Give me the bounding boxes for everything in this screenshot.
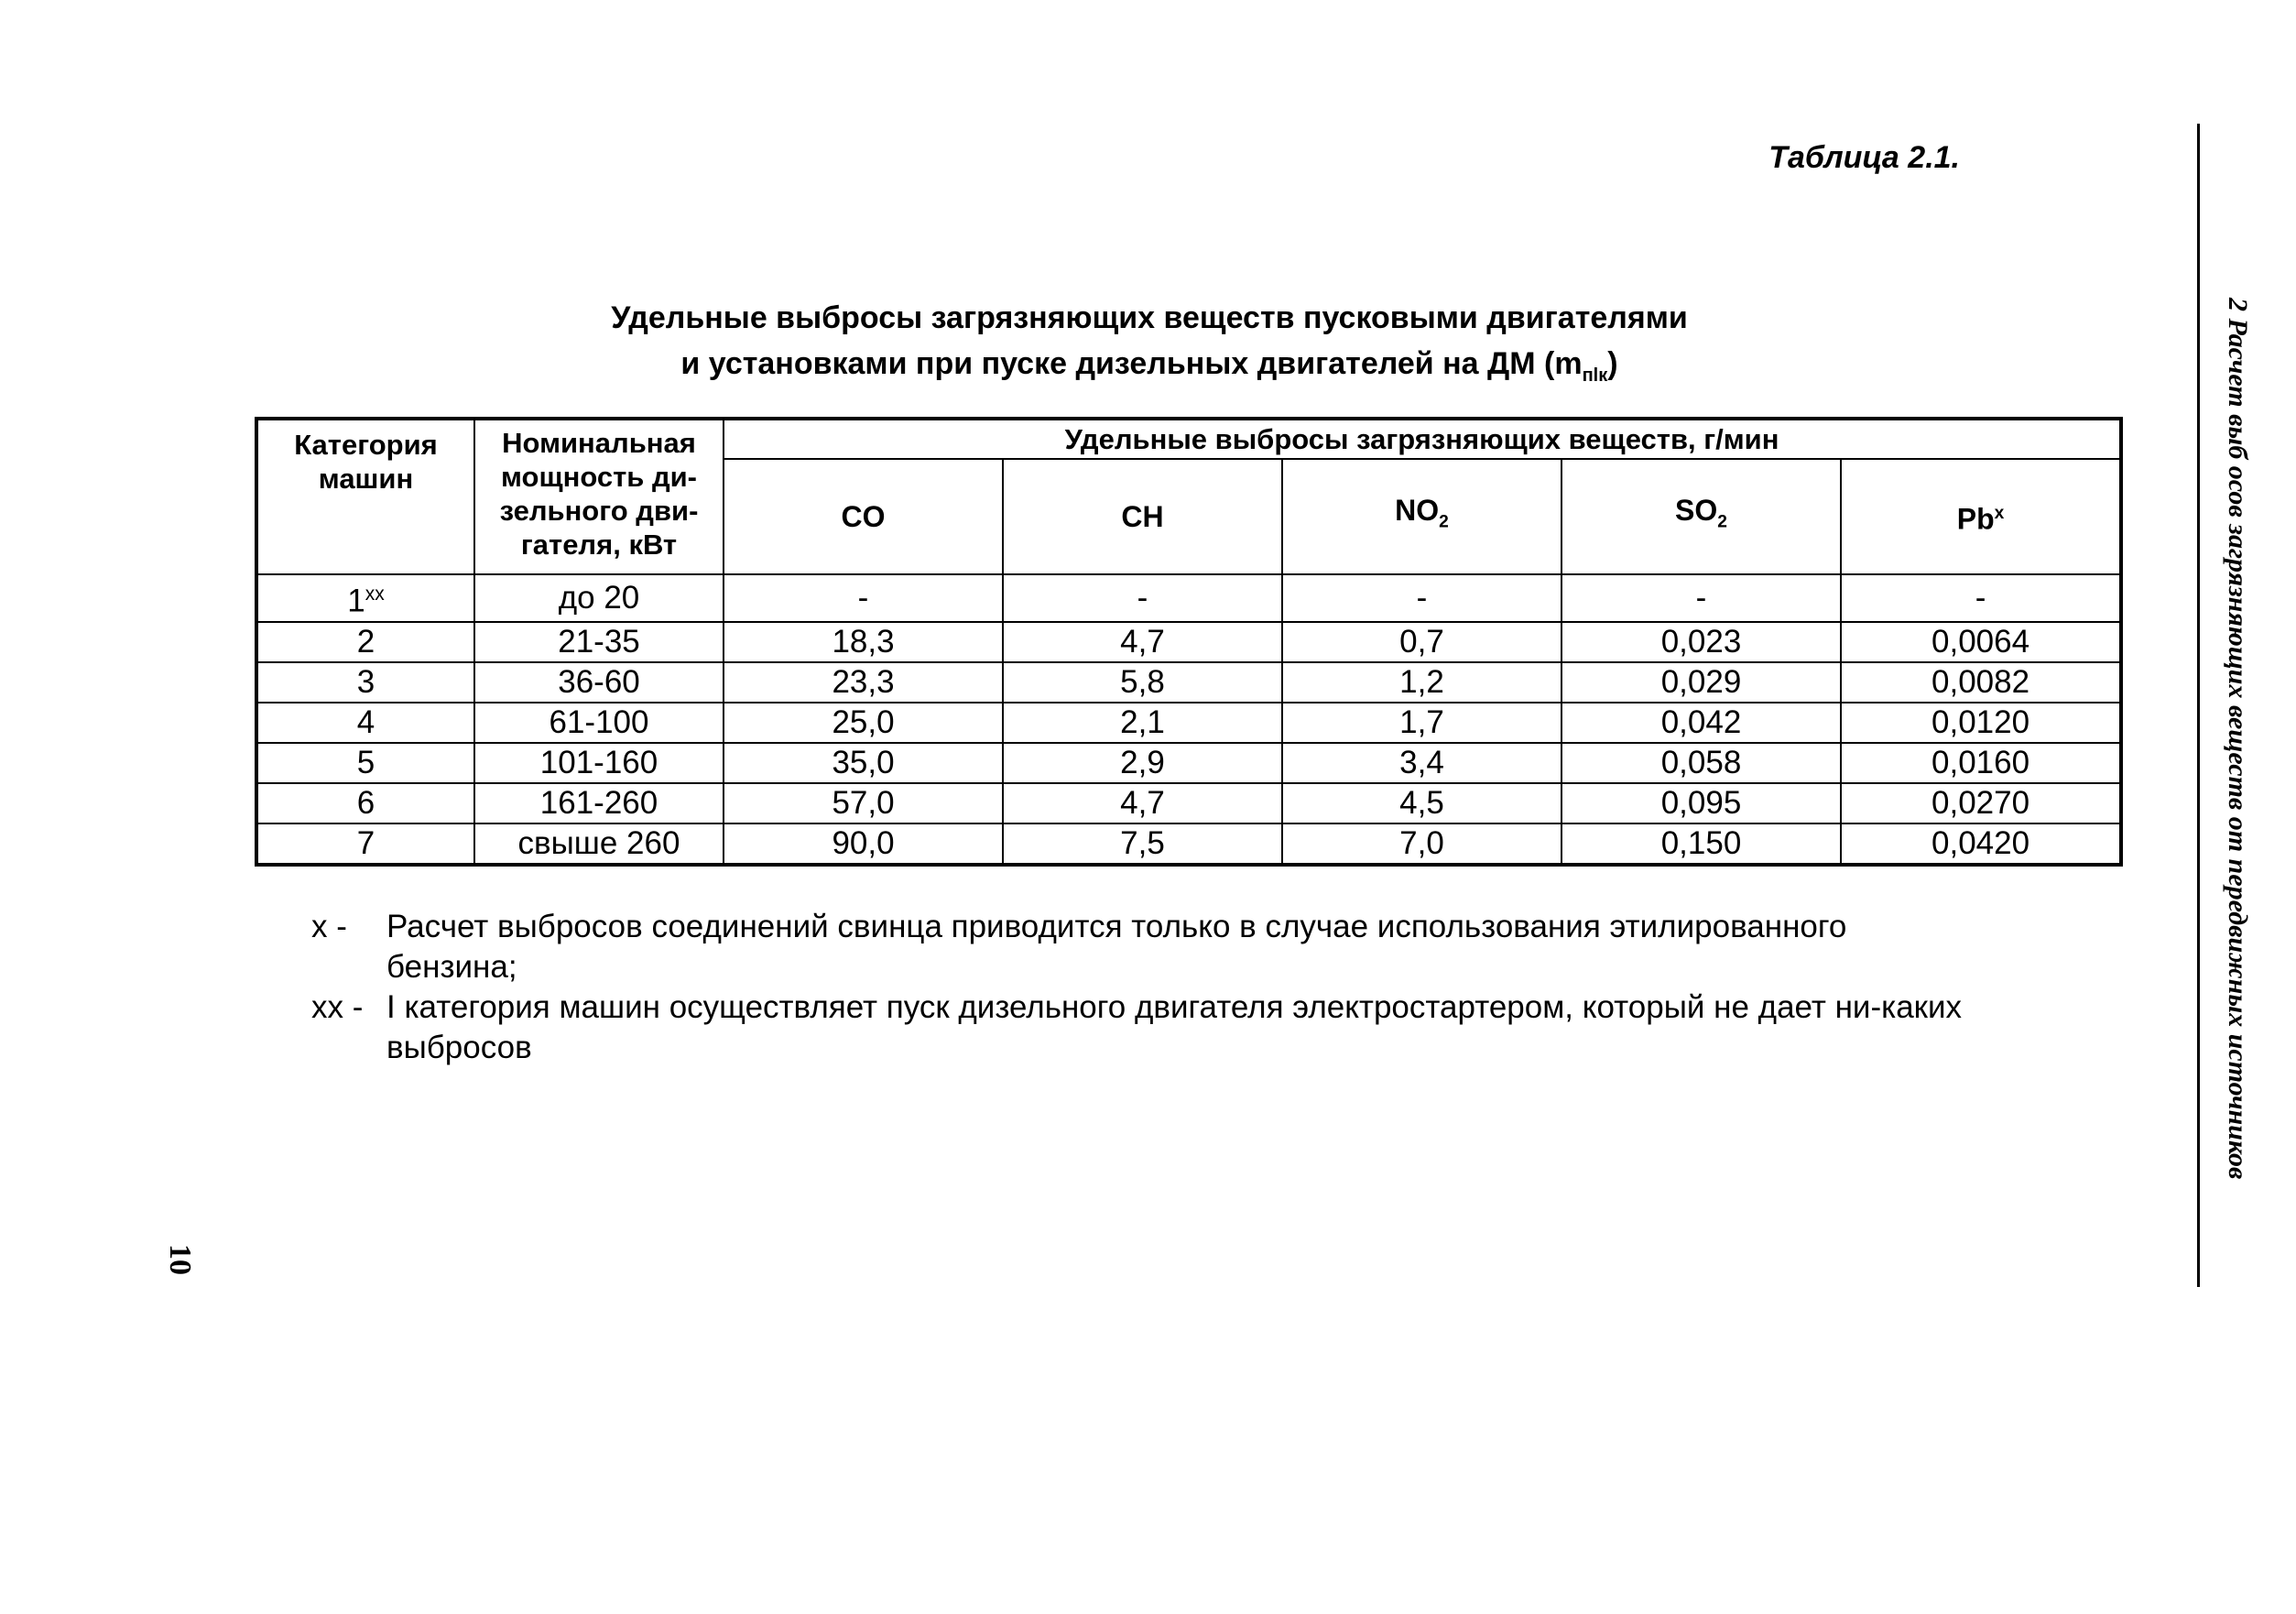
table-row [256,703,2121,743]
emissions-table [255,417,2123,867]
cell-power: свыше 260 [474,823,724,865]
cell-no2: 4,5 [1282,783,1561,823]
cell-pb: 0,0120 [1841,703,2121,743]
cell-category: 6 [256,783,474,823]
cell-ch: - [1003,574,1282,622]
category-value: 1 [347,583,365,619]
table-row [256,574,2121,622]
cell-no2: 1,7 [1282,703,1561,743]
cell-co: 18,3 [724,622,1003,662]
cell-ch: 5,8 [1003,662,1282,703]
table-title [256,295,2042,398]
cell-co: 35,0 [724,743,1003,783]
title-line-2-end: ) [1607,346,1618,381]
cell-power: 61-100 [474,703,724,743]
so2-base: SO [1675,494,1718,528]
cell-category: 4 [256,703,474,743]
cell-co: 57,0 [724,783,1003,823]
cell-pb: 0,0420 [1841,823,2121,865]
cell-co: - [724,574,1003,622]
header-emissions-group: Удельные выбросы загрязняющих веществ, г/мин [724,419,2121,459]
table-row [256,662,2121,703]
cell-pb: 0,0160 [1841,743,2121,783]
footnote-marker: x - [311,909,347,944]
cell-ch: 4,7 [1003,622,1282,662]
cell-pb: 0,0270 [1841,783,2121,823]
title-subscript: пlк [1582,365,1608,386]
cell-category: 2 [256,622,474,662]
cell-so2: 0,029 [1561,662,1841,703]
no2-base: NO [1395,494,1440,528]
header-so2 [1561,459,1841,574]
cell-pb: - [1841,574,2121,622]
no2-sub: 2 [1439,512,1449,532]
cell-power: 21-35 [474,622,724,662]
cell-no2: 0,7 [1282,622,1561,662]
footnote-text: I категория машин осуществляет пуск дизельного двигателя электростартером, который не дает ни-каких выбросов [386,989,1963,1065]
header-category: Категория машин [256,419,474,574]
title-line-2 [256,341,2042,398]
header-no2 [1282,459,1561,574]
cell-so2: 0,150 [1561,823,1841,865]
cell-co: 23,3 [724,662,1003,703]
footnote-marker: xx - [311,989,364,1025]
table-row [256,783,2121,823]
table-row [256,622,2121,662]
cell-so2: 0,023 [1561,622,1841,662]
cell-ch: 4,7 [1003,783,1282,823]
cell-so2: 0,058 [1561,743,1841,783]
cell-no2: - [1282,574,1561,622]
cell-co: 25,0 [724,703,1003,743]
pb-base: Pb [1956,502,1995,536]
cell-co: 90,0 [724,823,1003,865]
table-caption: Таблица 2.1. [1768,140,1960,175]
side-rule [2197,124,2200,1287]
cell-category: 3 [256,662,474,703]
cell-no2: 7,0 [1282,823,1561,865]
cell-so2: - [1561,574,1841,622]
footnote-xx [311,987,1978,1068]
cell-ch: 2,1 [1003,703,1282,743]
cell-power: до 20 [474,574,724,622]
footnotes [311,907,1978,1068]
cell-so2: 0,042 [1561,703,1841,743]
header-co: CO [724,459,1003,574]
page-number: 10 [163,1244,197,1275]
table-row [256,743,2121,783]
cell-ch: 2,9 [1003,743,1282,783]
header-power: Номинальная мощность ди-зельного дви-гателя, кВт [474,419,724,574]
cell-pb: 0,0082 [1841,662,2121,703]
footnote-text: Расчет выбросов соединений свинца приводится только в случае использования этилированного бензина; [386,909,1847,985]
cell-no2: 3,4 [1282,743,1561,783]
footnote-x [311,907,1978,987]
header-pb [1841,459,2121,574]
cell-no2: 1,2 [1282,662,1561,703]
cell-category: 7 [256,823,474,865]
cell-power: 161-260 [474,783,724,823]
running-header: 2 Расчет выб осов загрязняющих веществ от передвижных источников [2223,298,2253,1180]
cell-so2: 0,095 [1561,783,1841,823]
cell-power: 36-60 [474,662,724,703]
so2-sub: 2 [1717,512,1727,532]
pb-sup: x [1994,504,2005,524]
cell-category [256,574,474,622]
cell-power: 101-160 [474,743,724,783]
cell-ch: 7,5 [1003,823,1282,865]
header-ch: CH [1003,459,1282,574]
category-footnote-mark: xx [365,583,385,605]
title-line-2-text: и установками при пуске дизельных двигателей на ДМ (m [680,346,1583,381]
table-row [256,823,2121,865]
cell-pb: 0,0064 [1841,622,2121,662]
cell-category: 5 [256,743,474,783]
title-line-1: Удельные выбросы загрязняющих веществ пусковыми двигателями [611,300,1688,335]
